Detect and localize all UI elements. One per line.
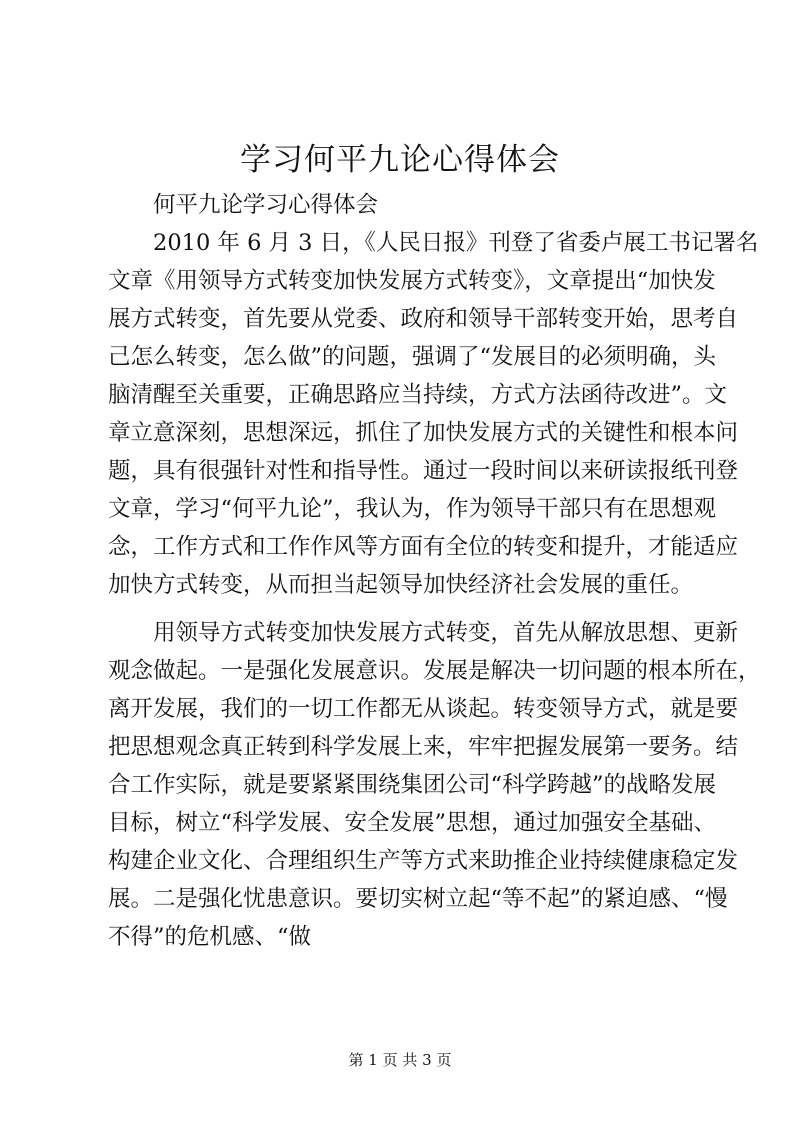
text-line: 脑清醒至关重要，正确思路应当持续，方式方法函待改进”。文 [108,382,728,408]
document-title: 学习何平九论心得体会 [240,142,560,178]
text-line: 展方式转变，首先要从党委、政府和领导干部转变开始，思考自 [108,306,739,332]
page-footer: 第 1 页 共 3 页 [348,1051,452,1069]
text-line: 题，具有很强针对性和指导性。通过一段时间以来研读报纸刊登 [108,458,739,484]
text-line: 展。二是强化忧患意识。要切实树立起“等不起”的紧迫感、“慢 [108,886,728,912]
text-line: 2010 年 6 月 3 日，《人民日报》刊登了省委卢展工书记署名 [153,230,759,256]
text-line: 用领导方式转变加快发展方式转变，首先从解放思想、更新 [153,620,739,646]
text-line: 加快方式转变，从而担当起领导加快经济社会发展的重任。 [108,572,694,598]
text-line: 不得”的危机感、“做 [108,924,312,950]
paragraph-gap [108,604,704,614]
text-line: 把思想观念真正转到科学发展上来，牢牢把握发展第一要务。结 [108,734,739,760]
text-line: 离开发展，我们的一切工作都无从谈起。转变领导方式，就是要 [108,696,739,722]
text-line: 念，工作方式和工作作风等方面有全位的转变和提升，才能适应 [108,534,739,560]
text-line: 合工作实际，就是要紧紧围绕集团公司“科学跨越”的战略发展 [108,772,717,798]
document-subtitle: 何平九论学习心得体会 [153,192,379,218]
text-line: 构建企业文化、合理组织生产等方式来助推企业持续健康稳定发 [108,848,739,874]
paragraph-1 [108,224,759,604]
paragraph-2 [108,614,761,956]
text-line: 观念做起。一是强化发展意识。发展是解决一切问题的根本所在， [108,658,761,684]
text-line: 目标，树立“科学发展、安全发展”思想，通过加强安全基础、 [108,810,717,836]
text-line: 文章，学习“何平九论”，我认为，作为领导干部只有在思想观 [108,496,717,522]
document-body [108,186,761,956]
text-line: 文章《用领导方式转变加快发展方式转变》，文章提出“加快发 [108,268,716,294]
text-line: 章立意深刻，思想深远，抓住了加快发展方式的关键性和根本问 [108,420,739,446]
text-line: 己怎么转变，怎么做”的问题，强调了“发展目的必须明确，头 [108,344,717,370]
